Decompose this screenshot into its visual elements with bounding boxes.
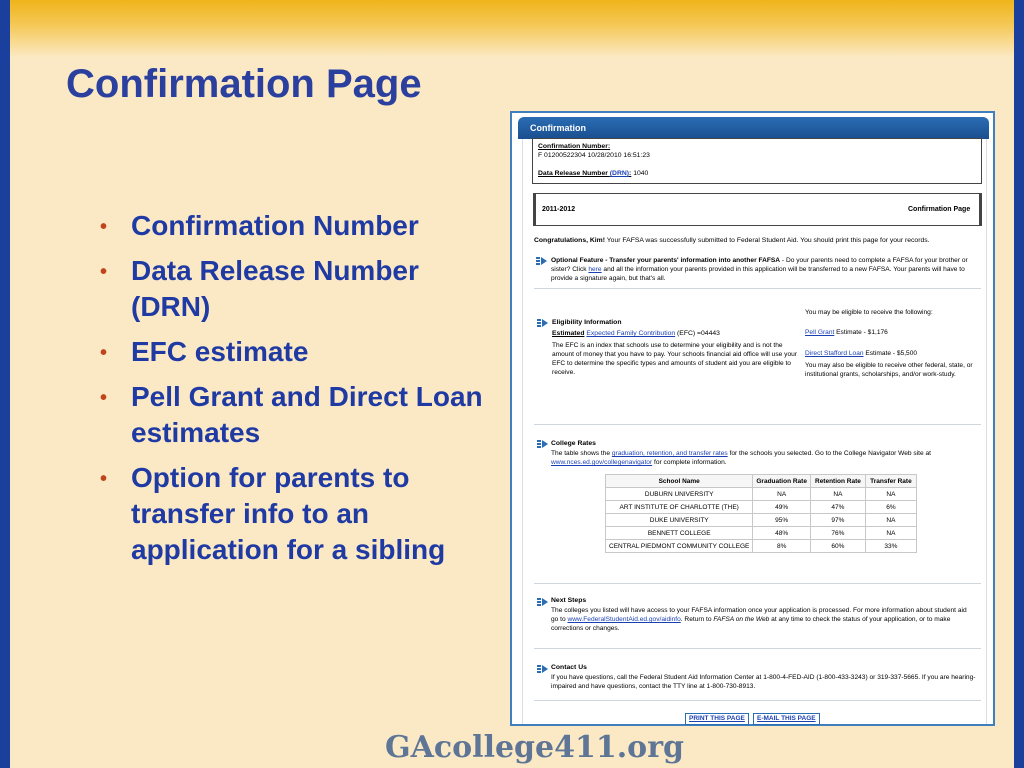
table-cell: 49% [753,501,811,514]
college-rates-text-b: for the schools you selected. Go to the College Navigator Web site at [727,450,931,457]
congrats-line [534,237,930,244]
bullet-confirmation-number: • Confirmation Number [98,208,498,244]
stafford-line [805,349,975,358]
next-steps-text-b: . Return to [680,616,714,623]
congrats-text: Your FAFSA was successfully submitted to Federal Student Aid. You should print this page for your records. [605,237,930,244]
table-cell: NA [865,488,916,501]
drn-line [538,170,648,177]
arrow-list-icon [537,598,548,607]
table-cell: 6% [865,501,916,514]
college-rates-text [551,449,966,467]
bullet-efc: • EFC estimate [98,334,498,370]
rates-link[interactable]: graduation, retention, and transfer rates [611,450,728,457]
divider [534,700,981,701]
college-rates-title: College Rates [551,440,596,447]
table-cell: 8% [753,540,811,553]
confirmation-page-label: Confirmation Page [908,206,971,213]
table-row [606,514,917,527]
optional-feature-text-a: - Do your parents need to complete a FAFSA for your brother or sister? Click [551,257,968,273]
drn-value: 1040 [631,170,649,177]
table-cell: ART INSTITUTE OF CHARLOTTE (THE) [606,501,753,514]
estimated-label: Estimated [552,330,585,337]
slide-border-right [1014,0,1024,768]
col-retention-rate: Retention Rate [810,475,865,488]
table-cell: NA [865,527,916,540]
email-page-button[interactable]: E-MAIL THIS PAGE [753,713,820,725]
congrats-bold: Congratulations, Kim! [534,237,605,244]
fafsa-on-the-web: FAFSA on the Web [713,616,770,623]
pell-grant-link[interactable]: Pell Grant [805,329,835,336]
divider [534,648,981,649]
pell-line [805,328,975,337]
optional-feature-text [551,256,971,283]
table-cell: 76% [810,527,865,540]
arrow-list-icon [536,257,547,266]
col-school-name: School Name [606,475,753,488]
table-cell: NA [753,488,811,501]
print-page-button[interactable]: PRINT THIS PAGE [685,713,749,725]
confirmation-header [518,117,989,139]
table-row [606,501,917,514]
next-steps-text-c: at any time to check the status of your application, or to make corrections or changes. [551,616,951,632]
slide-border-left [0,0,10,768]
col-graduation-rate: Graduation Rate [753,475,811,488]
college-rates-table [605,474,917,553]
optional-feature-text-b: and all the information your parents provided in this application will be transferred to a new FAFSA. Your parents will have to provide a signature again, but that's all. [551,266,965,282]
confirmation-number-value: F 01200522304 10/28/2010 16:51:23 [538,152,650,159]
bullet-drn: • Data Release Number (DRN) [98,253,498,325]
efc-line [552,330,720,337]
award-year: 2011-2012 [542,206,576,213]
bullet-parent-transfer: • Option for parents to transfer info to an application for a sibling [98,460,498,568]
arrow-list-icon [537,319,548,328]
table-cell: 48% [753,527,811,540]
drn-link[interactable]: (DRN) [609,170,630,177]
table-cell: DUKE UNIVERSITY [606,514,753,527]
confirmation-header-title: Confirmation [530,123,586,133]
col-transfer-rate: Transfer Rate [865,475,916,488]
bullet-pell-direct: • Pell Grant and Direct Loan estimates [98,379,498,451]
table-cell: 95% [753,514,811,527]
table-cell: 47% [810,501,865,514]
divider [534,288,981,289]
arrow-list-icon [537,440,548,449]
optional-feature-title: Optional Feature - Transfer your parents' information into another FAFSA [551,257,781,264]
eligible-intro: You may be eligible to receive the following: [805,309,933,316]
confirmation-body [522,139,987,724]
table-row [606,488,917,501]
table-cell: DUBURN UNIVERSITY [606,488,753,501]
bullet-list [98,208,498,577]
next-steps-text-a: The colleges you listed will have access to your FAFSA information once your application is processed. For more information about student aid go to [551,607,967,623]
table-cell: 60% [810,540,865,553]
slide-top-band [10,0,1014,58]
table-header-row [606,475,917,488]
table-cell: CENTRAL PIEDMONT COMMUNITY COLLEGE [606,540,753,553]
table-row [606,527,917,540]
divider [534,424,981,425]
table-row [606,540,917,553]
contact-us-text: If you have questions, call the Federal Student Aid Information Center at 1-800-4-FED-AID (1-800-433-3243) or 319-337-5665. If you are hearing-impaired and have questions, contact the TTY line at 1-800-730-8913. [551,674,976,690]
drn-colon: : [629,170,632,177]
contact-us-title: Contact Us [551,664,587,671]
efc-explanation: The EFC is an index that schools use to determine your eligibility and is not the amount of money that you have to pay. Your schools financial aid office will use your EFC to determine the specific types and amounts of student aid you are eligible to receive. [552,342,797,376]
next-steps-title: Next Steps [551,597,587,604]
efc-link[interactable]: Expected Family Contribution [586,330,676,337]
table-cell: 33% [865,540,916,553]
eligibility-title: Eligibility Information [552,319,622,326]
studentaid-link[interactable]: www.FederalStudentAid.ed.gov/aidinfo [567,616,681,623]
drn-label: Data Release Number [538,170,610,177]
efc-value: (EFC) =04443 [675,330,720,337]
college-rates-text-a: The table shows the [551,450,612,457]
table-cell: BENNETT COLLEGE [606,527,753,540]
next-steps-text [551,606,971,633]
optional-here-link[interactable]: here [588,266,602,273]
divider [534,583,981,584]
confirmation-number-label: Confirmation Number: [538,143,611,150]
college-rates-text-c: for complete information. [652,459,727,466]
stafford-estimate: Estimate - $5,500 [863,350,918,357]
table-cell: NA [865,514,916,527]
table-cell: NA [810,488,865,501]
slide-title: Confirmation Page [66,62,422,106]
footer-brand-logo: GAcollege411.org [385,730,684,765]
pell-estimate: Estimate - $1,176 [834,329,888,336]
other-aid-text: You may also be eligible to receive other federal, state, or institutional grants, scholarships, and/or work-study. [805,362,973,378]
table-cell: 97% [810,514,865,527]
arrow-list-icon [537,665,548,674]
stafford-loan-link[interactable]: Direct Stafford Loan [805,350,864,357]
college-navigator-link[interactable]: www.nces.ed.gov/collegenavigator [551,459,653,466]
